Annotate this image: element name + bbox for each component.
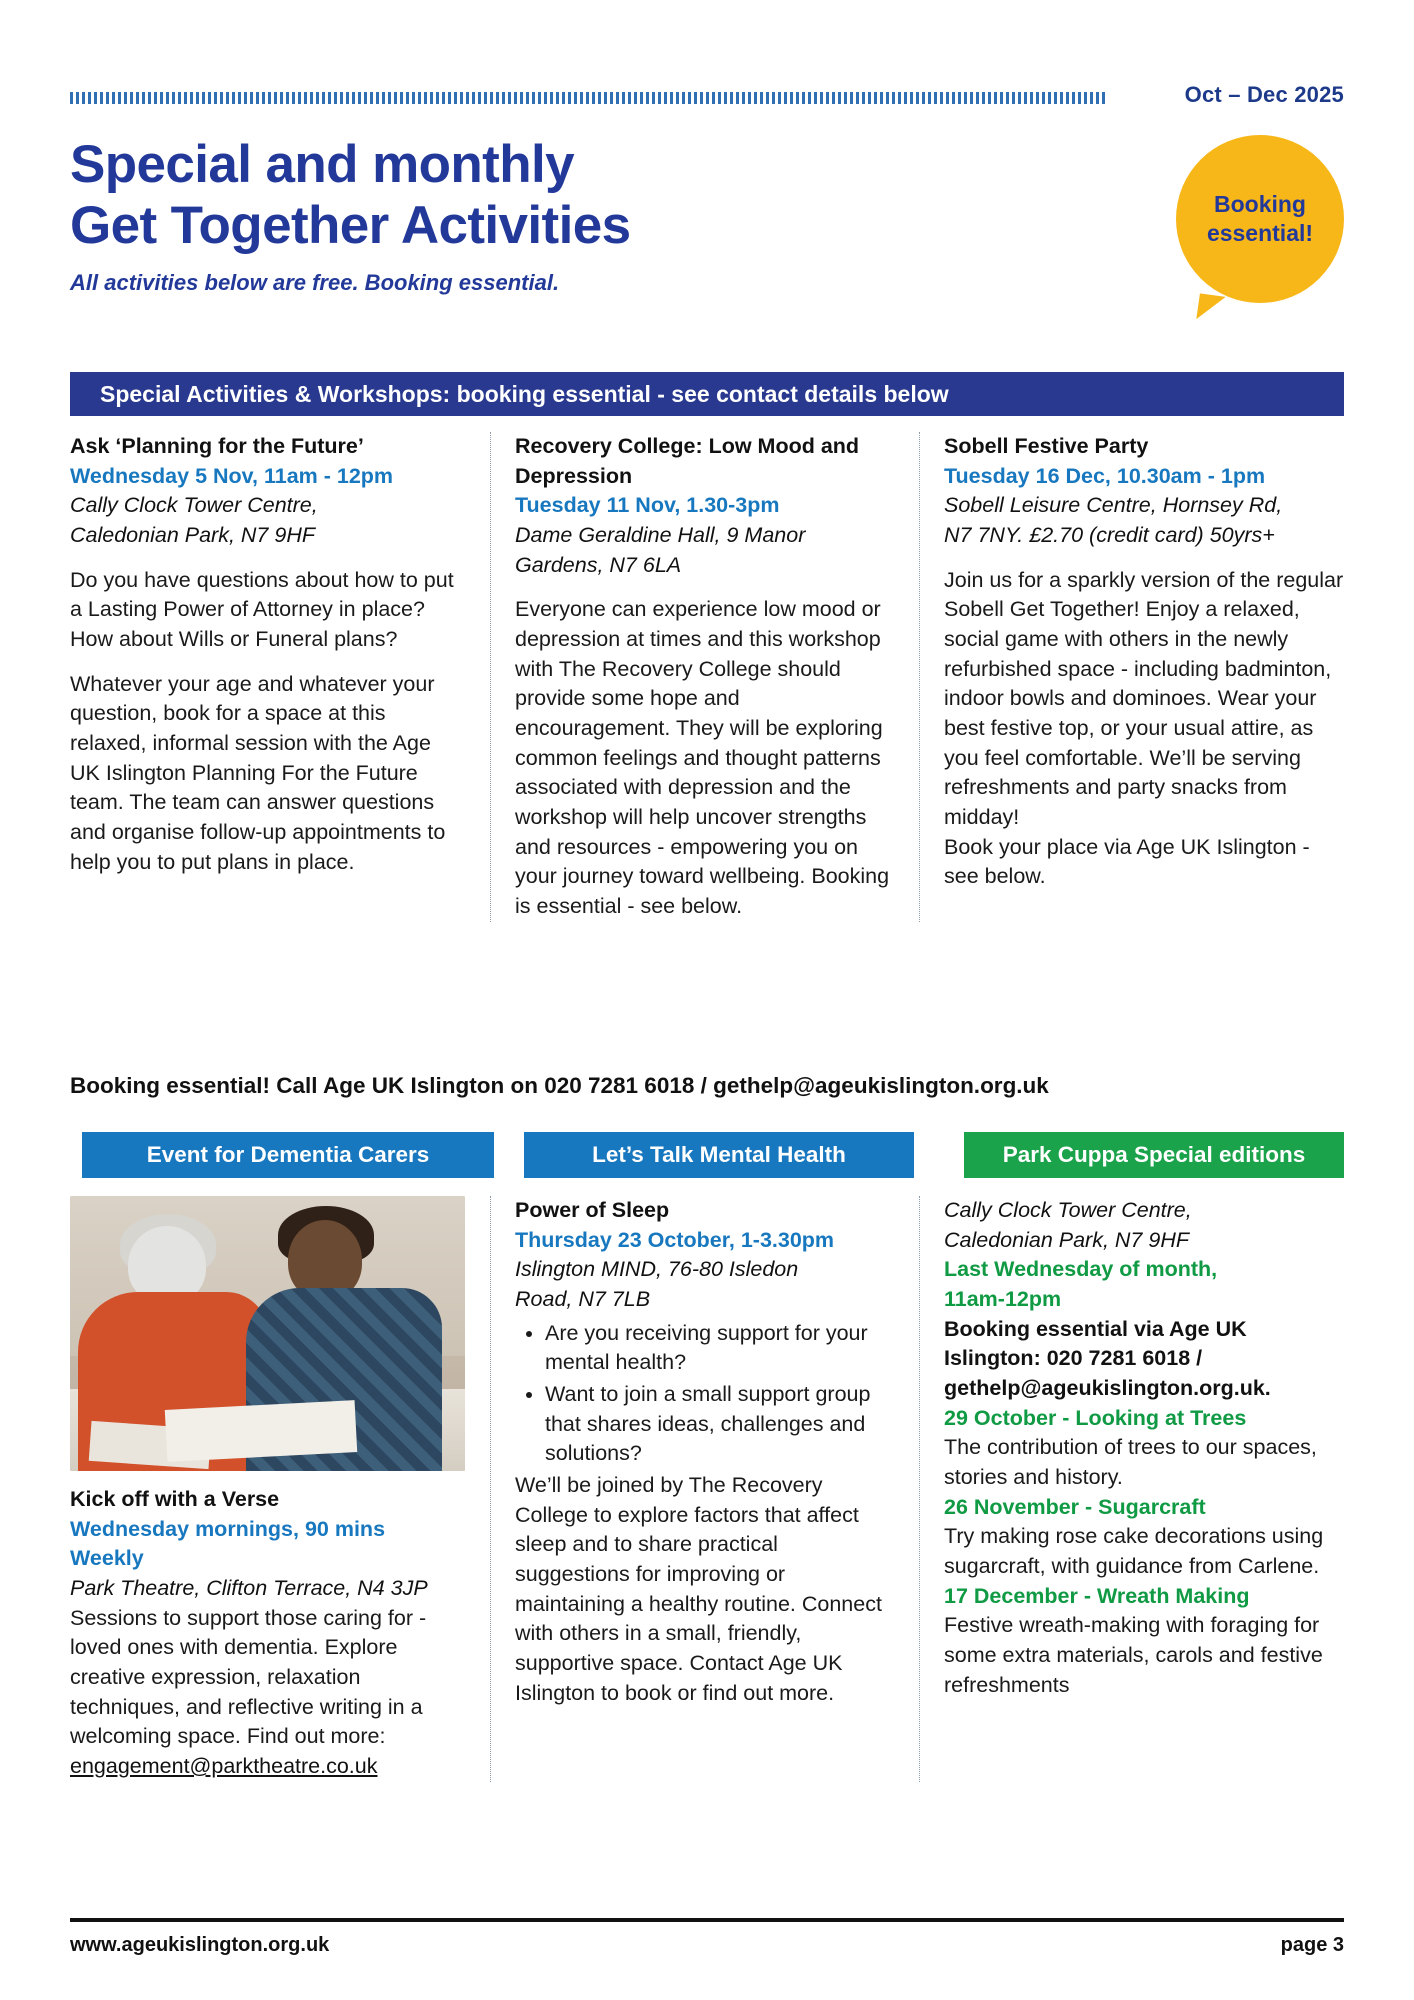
park-cuppa-event-title: 29 October - Looking at Trees [944,1405,1247,1430]
mental-health-column [490,1196,920,1782]
activity-datetime: Tuesday 16 Dec, 10.30am - 1pm [944,463,1266,488]
dementia-activity-body: Sessions to support those caring for - loved ones with dementia. Explore creative expression, relaxation techniques, and reflective writing in a welcoming space. Find out more: [70,1605,427,1749]
section-headers [70,1132,1344,1178]
page-subtitle: All activities below are free. Booking essential. [70,269,560,295]
activity-paragraph-2: Book your place via Age UK Islington - see below. [944,834,1310,889]
park-cuppa-event-description: Festive wreath-making with foraging for some extra materials, carols and festive refreshments [944,1613,1323,1697]
footer-page-number: page 3 [1280,1934,1344,1956]
activity-venue-line2: Gardens, N7 6LA [515,552,682,577]
mental-health-body: We’ll be joined by The Recovery College to explore factors that affect sleep and to share practical suggestions for improving or maintaining a healthy routine. Connect with others in a small, friendly, supportive space. Contact Age UK Islington to book or find out more. [515,1472,882,1705]
park-cuppa-column [920,1196,1344,1782]
page-title-line2: Get Together Activities [70,195,631,255]
activity-venue-line2: Caledonian Park, N7 9HF [70,522,315,547]
activity-paragraph-2: Whatever your age and whatever your question, book for a space at this relaxed, informal session with the Age UK Islington Planning For the Future team. The team can answer questions and organise follow-up appointments to help you to put plans in place. [70,671,446,874]
park-cuppa-booking: Booking essential via Age UK Islington: 020 7281 6018 / gethelp@ageukislington.org.uk. [944,1316,1271,1400]
mental-health-title: Power of Sleep [515,1198,670,1222]
masthead [70,135,1160,296]
activity-title: Sobell Festive Party [944,434,1149,458]
park-cuppa-when-line1: Last Wednesday of month, [944,1257,1218,1282]
booking-contact-line: Booking essential! Call Age UK Islington on 020 7281 6018 / gethelp@ageukislington.org.uk [70,1073,1049,1098]
bottom-columns [70,1196,1344,1782]
booking-essential-badge [1176,135,1344,303]
activity-venue-line1: Cally Clock Tower Centre, [70,493,318,518]
dementia-carers-column [70,1196,490,1782]
park-cuppa-event-title: 17 December - Wreath Making [944,1583,1250,1608]
issue-date: Oct – Dec 2025 [1184,82,1344,107]
dementia-event-photo [70,1196,465,1471]
activity-paragraph-1: Do you have questions about how to put a Lasting Power of Attorney in place? How about Wills or Funeral plans? [70,567,454,651]
mental-health-when: Thursday 23 October, 1-3.30pm [515,1227,835,1252]
mental-health-bullets [515,1319,895,1469]
badge-line1: Booking [1213,191,1306,218]
activity-title: Ask ‘Planning for the Future’ [70,434,364,458]
activity-card-planning-for-the-future [70,432,490,922]
dotted-divider [70,92,1105,104]
park-cuppa-event-description: The contribution of trees to our spaces, stories and history. [944,1435,1317,1489]
mental-health-venue-line2: Road, N7 7LB [515,1286,651,1311]
activity-paragraph-1: Everyone can experience low mood or depression at times and this workshop with The Recovery College should provide some hope and encouragement. They will be exploring common feelings and thought patterns associated with depression and the workshop will help uncover strengths and resources - empowering you on your journey toward wellbeing. Booking is essential - see below. [515,597,890,918]
top-bar [70,82,1344,110]
activity-datetime: Wednesday 5 Nov, 11am - 12pm [70,463,394,488]
mental-health-venue-line1: Islington MIND, 76-80 Isledon [515,1257,799,1282]
activity-venue-line1: Sobell Leisure Centre, Hornsey Rd, [944,493,1283,518]
activity-venue-line1: Dame Geraldine Hall, 9 Manor [515,522,806,547]
activity-datetime: Tuesday 11 Nov, 1.30-3pm [515,493,780,518]
footer-divider [70,1918,1344,1922]
activity-paragraph-1: Join us for a sparkly version of the regular Sobell Get Together! Enjoy a relaxed, social game with others in the newly refurbished space - including badminton, indoor bowls and dominoes. Wear your best festive top, or your usual attire, as you feel comfortable. We’ll be serving refreshments and party snacks from midday! [944,567,1344,829]
page-title-line1: Special and monthly [70,135,574,194]
dementia-activity-title: Kick off with a Verse [70,1487,280,1511]
list-item: • Are you receiving support for your mental health? [545,1319,895,1378]
page-footer [70,1934,1344,1957]
activity-title: Recovery College: Low Mood and Depression [515,434,860,488]
dementia-contact-email[interactable]: engagement@parktheatre.co.uk [70,1753,378,1778]
activity-card-sobell-festive-party [920,432,1344,922]
activity-venue-line2: N7 7NY. £2.70 (credit card) 50yrs+ [944,522,1275,547]
park-cuppa-venue-line1: Cally Clock Tower Centre, [944,1198,1192,1222]
list-item: • Want to join a small support group that shares ideas, challenges and solutions? [545,1380,895,1469]
special-activities-columns [70,432,1344,922]
activity-card-recovery-college [490,432,920,922]
footer-website[interactable]: www.ageukislington.org.uk [70,1934,330,1956]
park-cuppa-event-description: Try making rose cake decorations using sugarcraft, with guidance from Carlene. [944,1524,1324,1578]
badge-line2: essential! [1206,220,1314,246]
section-header-park-cuppa: Park Cuppa Special editions [964,1132,1344,1178]
dementia-activity-venue: Park Theatre, Clifton Terrace, N4 3JP [70,1575,428,1600]
park-cuppa-event-title: 26 November - Sugarcraft [944,1494,1206,1519]
dementia-activity-when-line1: Wednesday mornings, 90 mins [70,1516,386,1541]
park-cuppa-when-line2: 11am-12pm [944,1286,1062,1311]
special-activities-banner: Special Activities & Workshops: booking essential - see contact details below [70,372,1344,416]
section-header-mental-health: Let’s Talk Mental Health [524,1132,914,1178]
park-cuppa-venue-line2: Caledonian Park, N7 9HF [944,1227,1189,1252]
dementia-activity-when-line2: Weekly [70,1546,144,1571]
section-header-dementia: Event for Dementia Carers [82,1132,494,1178]
